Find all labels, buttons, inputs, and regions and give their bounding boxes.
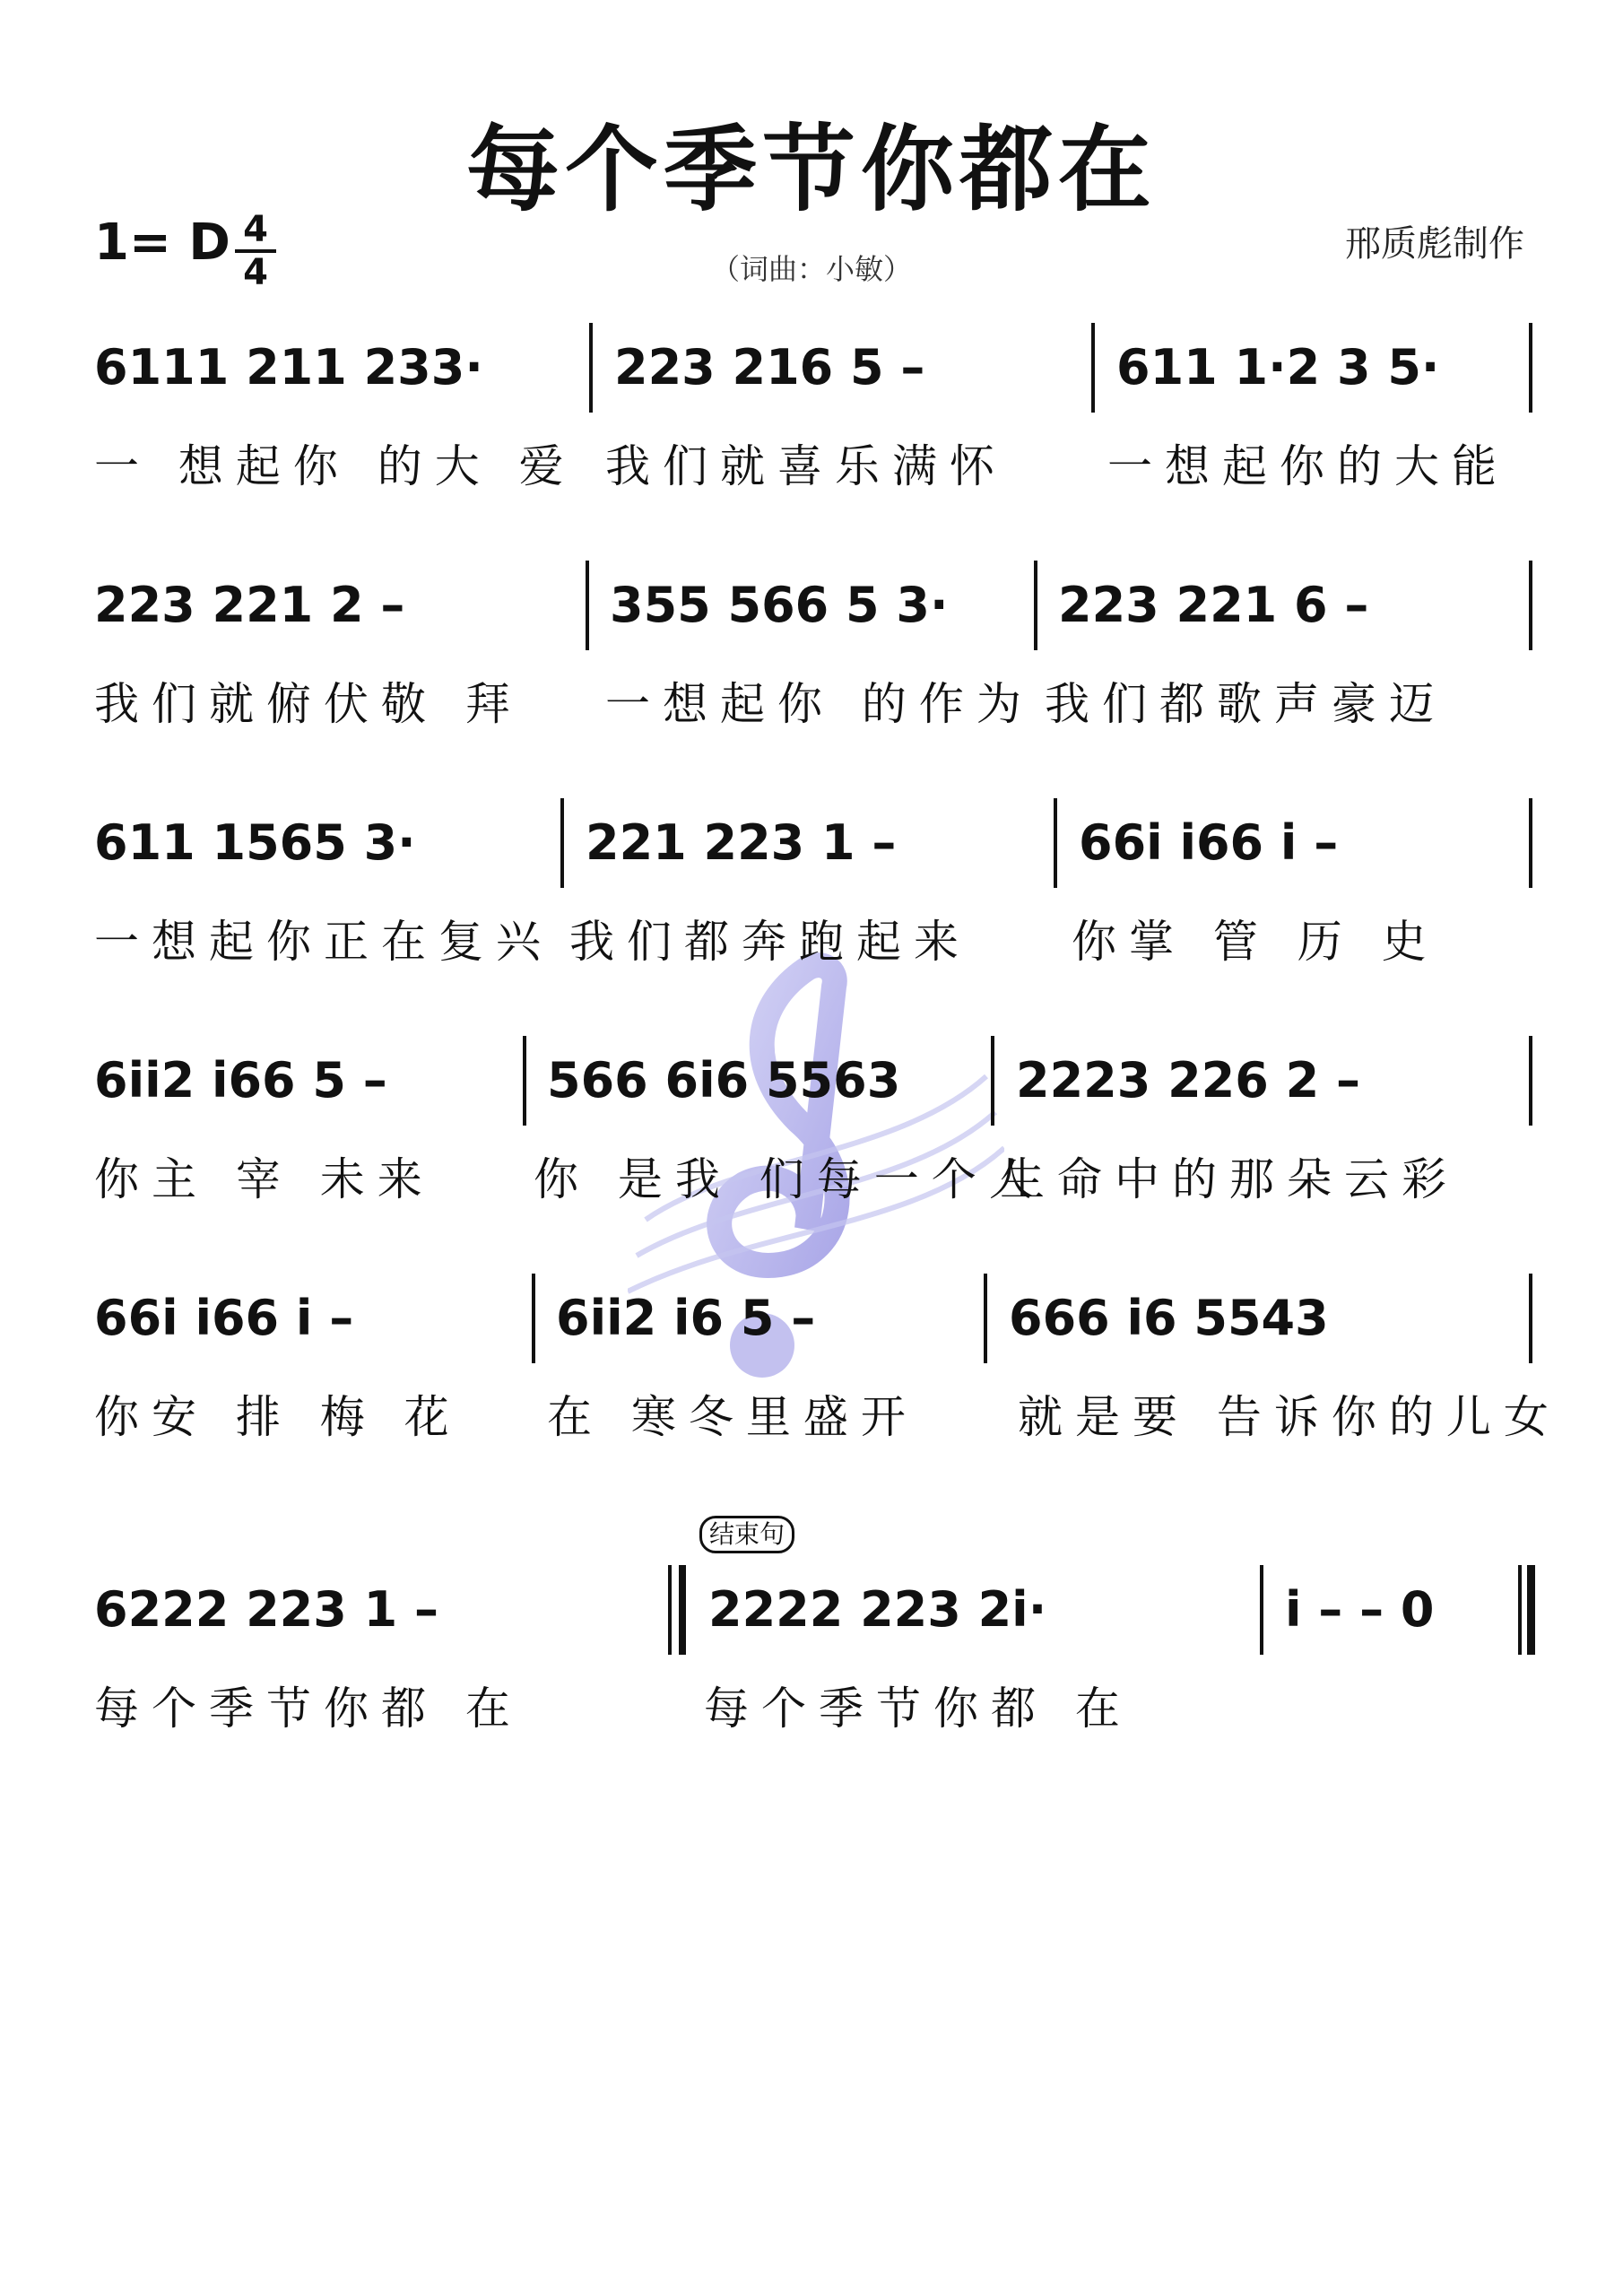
final-barline [1518, 1565, 1522, 1655]
lyric-line: 我们都奔跑起来 [569, 916, 971, 968]
barline [523, 1036, 526, 1126]
barline [1091, 323, 1095, 413]
lyric-line: 在 寒冬里盛开 [547, 1391, 918, 1443]
ending-phrase-label: 结束句 [699, 1516, 794, 1553]
measure-13-notes: 66i i66 i – [94, 1290, 354, 1346]
measure-11-notes: 566 6i6 5563 [547, 1052, 901, 1109]
measure-10-notes: 6ii2 i66 5 – [94, 1052, 387, 1109]
meter-bottom: 4 [243, 252, 268, 293]
barline [1529, 561, 1532, 650]
barline [1034, 561, 1037, 650]
barline [586, 561, 589, 650]
barline [984, 1274, 987, 1363]
maker-credit: 邢质彪制作 [1345, 223, 1524, 265]
lyric-line: 一 想起你 的大 爱 [94, 440, 577, 492]
measure-9-notes: 66i i66 i – [1079, 814, 1339, 871]
measure-17-notes: 2222 223 2i· [708, 1581, 1047, 1638]
measure-6-notes: 223 221 6 – [1058, 577, 1369, 633]
barline [991, 1036, 994, 1126]
lyric-line: 你掌 管 历 史 [1072, 916, 1439, 968]
lyrics-composer-credit: （词曲：小敏） [710, 252, 912, 286]
measure-4-notes: 223 221 2 – [94, 577, 405, 633]
measure-1-notes: 6111 211 233· [94, 339, 483, 396]
lyric-line: 一想起你正在复兴 [94, 916, 553, 968]
lyric-line: 我们就俯伏敬 拜 [94, 678, 523, 730]
double-barline [679, 1565, 686, 1655]
barline [589, 323, 593, 413]
key-signature: 1= D [94, 213, 230, 272]
barline [1529, 1274, 1532, 1363]
lyric-line: 我们就喜乐满怀 [605, 440, 1007, 492]
barline [1054, 798, 1057, 888]
lyric-line: 生命中的那朵云彩 [1000, 1153, 1459, 1205]
final-barline [1527, 1565, 1535, 1655]
lyric-line: 一想起你 的作为 [605, 678, 1034, 730]
measure-16-notes: 6222 223 1 – [94, 1581, 438, 1638]
barline [560, 798, 564, 888]
lyric-line: 一想起你的大能 [1107, 440, 1509, 492]
measure-5-notes: 355 566 5 3· [610, 577, 949, 633]
meter-top: 4 [243, 209, 268, 250]
measure-3-notes: 611 1·2 3 5· [1116, 339, 1440, 396]
measure-18-notes: i – – 0 [1285, 1581, 1435, 1638]
measure-15-notes: 666 i6 5543 [1009, 1290, 1329, 1346]
barline [1529, 798, 1532, 888]
lyric-line: 你安 排 梅 花 [94, 1391, 462, 1443]
measure-7-notes: 611 1565 3· [94, 814, 416, 871]
barline [532, 1274, 535, 1363]
lyric-line: 就是要 告诉你的儿女 [1018, 1391, 1561, 1443]
measure-2-notes: 223 216 5 – [614, 339, 925, 396]
barline [1529, 323, 1532, 413]
lyric-line: 每个季节你都 在 [94, 1683, 523, 1735]
song-title: 每个季节你都在 [465, 114, 1157, 224]
lyric-line: 我们都歌声豪迈 [1045, 678, 1446, 730]
barline [1529, 1036, 1532, 1126]
lyric-line: 每个季节你都 在 [704, 1683, 1133, 1735]
double-barline [668, 1565, 672, 1655]
measure-12-notes: 2223 226 2 – [1016, 1052, 1360, 1109]
lyric-line: 你 是我 们每一个人 [534, 1153, 1046, 1205]
lyric-line: 你主 宰 未来 [94, 1153, 435, 1205]
barline [1260, 1565, 1263, 1655]
measure-14-notes: 6ii2 i6 5 – [556, 1290, 816, 1346]
measure-8-notes: 221 223 1 – [586, 814, 897, 871]
